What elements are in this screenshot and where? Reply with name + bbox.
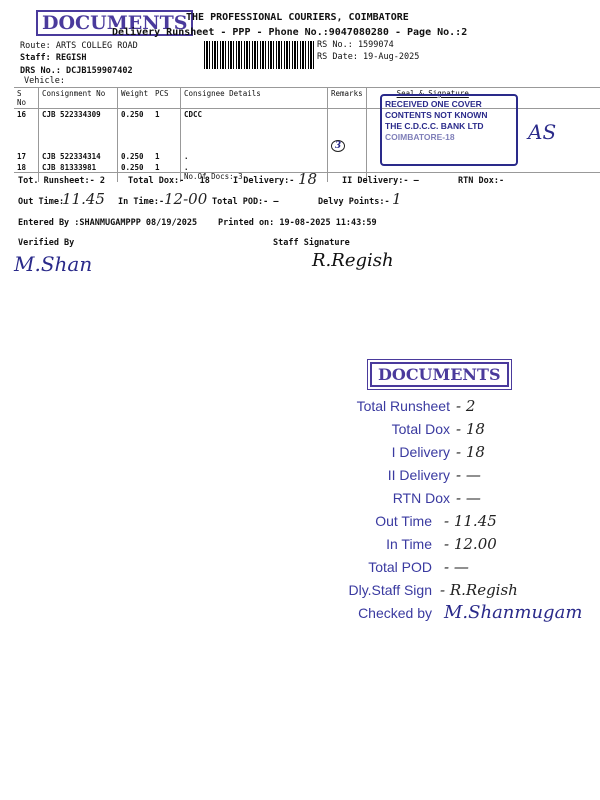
stamp-checklist — [290, 394, 582, 624]
label-ii-delivery: II Delivery — [387, 466, 450, 483]
staff-signature: R.Regish — [312, 250, 394, 271]
total-pod: Total POD:- — — [212, 197, 279, 207]
col-pcs: PCS — [152, 88, 181, 109]
value-checked-by: M.Shanmugam — [444, 602, 583, 623]
value-total-dox: - 18 — [456, 419, 485, 438]
staff: Staff: REGISH — [20, 53, 87, 63]
printed-on: Printed on: 19-08-2025 11:43:59 — [218, 218, 377, 228]
value-total-pod: - — — [444, 557, 469, 576]
pcs: 1 — [155, 151, 160, 161]
ii-delivery: II Delivery:- — — [342, 176, 419, 186]
total-dox: Total Dox:- 18 — [128, 176, 210, 186]
details: CDCC — [181, 109, 328, 151]
consignment-no: CJB 81333981 — [39, 162, 118, 182]
col-consignment: Consignment No — [39, 88, 118, 109]
pcs: 1 — [155, 162, 160, 172]
col-weight: Weight — [118, 88, 153, 109]
drs-no: DRS No.: DCJB159907402 — [20, 66, 133, 76]
rtn-dox: RTN Dox:- — [458, 176, 505, 186]
entered-by: Entered By :SHANMUGAMPPP 08/19/2025 — [18, 218, 198, 228]
weight: 0.250 — [118, 162, 153, 182]
label-dly-staff-sign: Dly.Staff Sign — [348, 581, 432, 598]
runsheet-title: Delivery Runsheet - PPP - Phone No.:9047080280 - Page No.:2 — [112, 27, 468, 38]
tot-runsheet: Tot. Runsheet:- 2 — [18, 176, 105, 186]
label-out-time: Out Time — [375, 512, 432, 529]
sno: 16 — [17, 110, 27, 119]
vehicle: Vehicle: — [24, 76, 65, 86]
delvy-points-value: 1 — [392, 190, 402, 208]
weight: 0.250 — [118, 151, 153, 162]
verified-by-label: Verified By — [18, 238, 75, 248]
value-out-time: - 11.45 — [444, 511, 497, 530]
i-delivery-value: 18 — [298, 170, 318, 188]
label-checked-by: Checked by — [358, 604, 432, 621]
label-rtn-dox: RTN Dox — [392, 489, 450, 506]
details: . — [181, 151, 328, 162]
route: Route: ARTS COLLEG ROAD — [20, 41, 138, 51]
seal-stamp: RECEIVED ONE COVER CONTENTS NOT KNOWN THE C.D.C.C. BANK LTD COIMBATORE-18 — [380, 94, 518, 166]
consignment-no: CJB 522334309 — [39, 109, 118, 151]
staff-signature-label: Staff Signature — [273, 238, 350, 248]
i-delivery: I Delivery:- — [233, 176, 295, 186]
company-name: THE PROFESSIONAL COURIERS, COIMBATORE — [186, 12, 409, 23]
col-seal: Seal & Signature — [366, 88, 600, 109]
rs-no: RS No.: 1599074 — [317, 40, 394, 50]
label-total-pod: Total POD — [368, 558, 432, 575]
value-i-delivery: - 18 — [456, 442, 485, 461]
out-time-value: 11.45 — [62, 190, 105, 208]
label-in-time: In Time — [386, 535, 432, 552]
details: . No.Of Docs: 3 — [181, 162, 328, 182]
delvy-points: Delvy Points:- — [318, 197, 390, 207]
rs-date: RS Date: 19-Aug-2025 — [317, 52, 420, 62]
col-details: Consignee Details — [181, 88, 328, 109]
seal-signature: AS — [528, 120, 557, 144]
value-dly-staff-sign: - R.Regish — [440, 580, 518, 599]
out-time: Out Time: — [18, 197, 65, 207]
value-ii-delivery: - — — [456, 465, 481, 484]
sno: 17 — [17, 151, 27, 161]
documents-stamp-2: DOCUMENTS — [370, 362, 509, 387]
value-total-runsheet: - 2 — [456, 396, 476, 415]
pcs: 1 — [155, 110, 160, 119]
sno: 18 — [17, 162, 27, 172]
value-rtn-dox: - — — [456, 488, 481, 507]
consignment-no: CJB 522334314 — [39, 151, 118, 162]
label-i-delivery: I Delivery — [391, 443, 450, 460]
col-sno: S No — [14, 88, 39, 109]
verified-signature: M.Shan — [14, 252, 93, 276]
value-in-time: - 12.00 — [444, 534, 497, 553]
label-total-dox: Total Dox — [391, 420, 450, 437]
documents-stamp: DOCUMENTS — [36, 10, 193, 36]
label-total-runsheet: Total Runsheet — [356, 397, 450, 414]
col-remarks: Remarks — [328, 88, 367, 109]
in-time-value: 12-00 — [164, 190, 208, 208]
no-of-docs: No.Of Docs: 3 — [184, 171, 243, 181]
remarks-cell — [328, 109, 367, 182]
in-time: In Time:- — [118, 197, 165, 207]
weight: 0.250 — [118, 109, 153, 151]
barcode — [204, 41, 314, 69]
remark-mark: 3 — [331, 140, 345, 152]
